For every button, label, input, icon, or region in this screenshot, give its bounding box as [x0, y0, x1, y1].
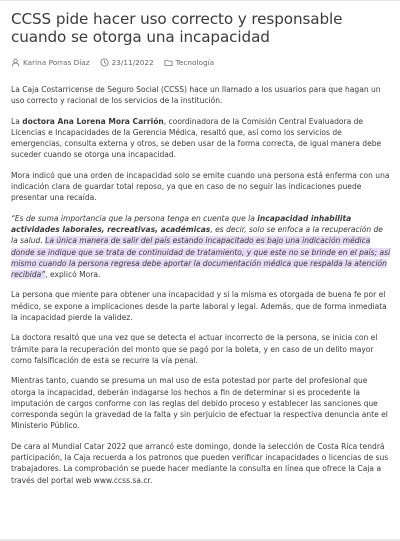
paragraph-8-pre: De cara al Mundial Catar 2022 que arrancó este domingo, donde la selección de Costa Rica tendrá participación, la Caja recuerda a los patronos que pueden verificar incapacidades o licencias de sus trabajadores. La comprobación se puede hacer mediante la consulta en línea que ofrece la Caja a través del portal web	[11, 441, 389, 485]
folder-icon	[164, 58, 173, 67]
paragraph-3: Mora indicó que una orden de incapacidad solo se emite cuando una persona está enferma con una indicación clara de guardar total reposo, ya que en caso de no seguir las indicaciones puede presentar una recaída.	[11, 170, 390, 203]
doctor-name: doctora Ana Lorena Mora Carrión	[22, 116, 164, 126]
quote-bold: incapacidad inhabilita actividades laborales, recreativas, académicas	[11, 213, 352, 234]
author-name: Karina Porras Díaz	[23, 57, 90, 67]
paragraph-2-post: , coordinadora de la Comisión Central Evaluadora de Licencias e Incapacidades de la Gerencia Médica, resaltó que, así como los servicios de emergencias, consulta externa y otros, se deben usar de la forma correcta, de igual manera debe suceder cuando se otorga una incapacidad.	[11, 116, 382, 160]
paragraph-2	[11, 116, 391, 161]
date-meta	[100, 58, 154, 67]
paragraph-6: La doctora resaltó que una vez que se detecta el actuar incorrecto de la persona, se inicia con el trámite para la recuperación del monto que se pagó por la boleta, y en caso de un delito mayor como falsificación de esta se recurre la vía penal.	[11, 333, 378, 365]
quote-mid: , es decir, solo se enfoca a la recuperación de la salud.	[11, 224, 383, 246]
publish-date: 23/11/2022	[111, 57, 154, 67]
article-body	[11, 84, 391, 486]
category-link[interactable]: Tecnología	[175, 57, 215, 67]
article-meta	[11, 56, 400, 68]
paragraph-2-pre: La	[11, 116, 23, 126]
user-icon	[11, 58, 20, 67]
ccss-portal-link[interactable]: www.ccss.sa.cr	[93, 475, 150, 485]
article-title: CCSS pide hacer uso correcto y responsable cuando se otorga una incapacidad	[11, 10, 343, 46]
quote-pre: “Es de suma importancia que la persona tenga en cuenta que la	[11, 213, 258, 223]
paragraph-8-post: .	[149, 475, 153, 485]
author-meta[interactable]	[11, 58, 90, 67]
quote-paragraph	[11, 213, 391, 281]
highlighted-quote: La única manera de salir del país estando incapacitado es bajo una indicación médica donde se indique que se trata de continuidad de tratamiento, y que este no se brinde en el país; así mismo cuando la persona regresa debe aportar la documentación médica que respalda la atención recibida”	[11, 236, 391, 280]
clock-icon	[100, 58, 109, 67]
top-divider	[0, 0, 400, 1]
paragraph-5: La persona que miente para obtener una incapacidad y si la misma es otorgada de buena fe por el médico, se expone a implicaciones desde la parte laboral y legal. Además, que de forma inmediata la incapacidad pierde la validez.	[11, 290, 387, 323]
paragraph-7: Mientras tanto, cuando se presuma un mal uso de esta potestad por parte del profesional que otorga la incapacidad, deberán indagarse los hechos a fin de determinar si es procedente la imputación de cargos conforme con las reglas del debido proceso y establecer las sanciones que corresponda según la gravedad de la falta y sin perjuicio de efectuar la respectiva denuncia ante el Ministerio Público.	[11, 376, 388, 431]
paragraph-8	[11, 441, 391, 486]
category-meta[interactable]	[164, 58, 214, 67]
paragraph-1: La Caja Costarricense de Seguro Social (CCSS) hace un llamado a los usuarios para que hagan un uso correcto y racional de los servicios de la institución.	[11, 85, 381, 106]
quote-attribution: , explicó Mora.	[45, 270, 101, 280]
